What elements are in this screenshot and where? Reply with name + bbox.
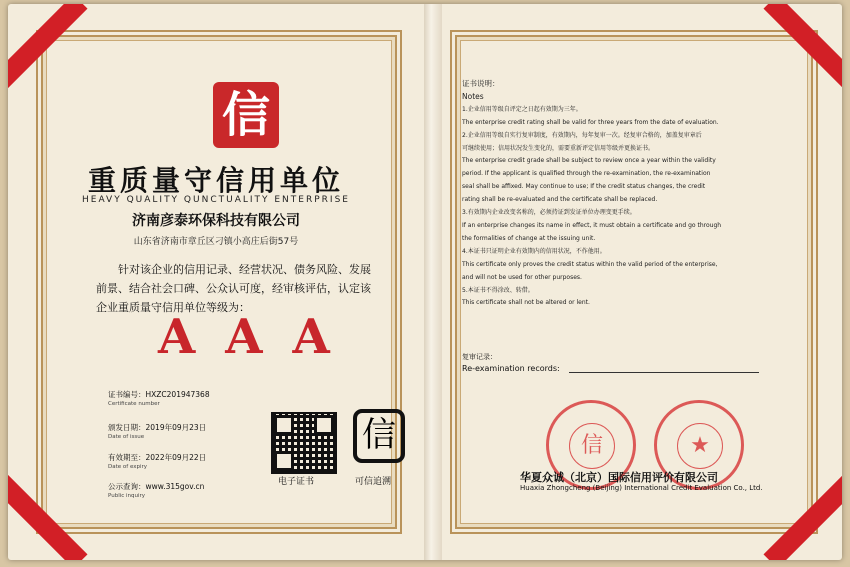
qr-caption: 电子证书 [278, 477, 315, 487]
certificate-title: 重质量守信用单位 [87, 164, 344, 197]
note-line: The enterprise credit grade shall be subject to review once a year within the validity [462, 157, 716, 165]
note-line: 1.企业信用等级自评定之日起有效期为三年。 [462, 105, 582, 113]
note-line: the formalities of change at the issuing unit. [462, 234, 596, 242]
note-line: 5.本证书不得涂改、转借。 [462, 286, 534, 294]
qr-finder [274, 415, 294, 435]
reexam-underline [569, 372, 759, 373]
certificate [8, 4, 842, 560]
qr-finder [314, 415, 334, 435]
company-address: 山东省济南市章丘区刁镇小高庄后街57号 [133, 237, 299, 247]
credit-logo-icon: 信 [213, 82, 279, 148]
company-name: 济南彦泰环保科技有限公司 [132, 213, 300, 229]
certificate-number [108, 389, 210, 407]
note-line: 可继续使用；信用状况发生变化的，需要重新评定信用等级并更换证书。 [462, 144, 655, 152]
note-line: seal shall be affixed. May continue to use; If the credit status changes, the credit [462, 183, 706, 191]
issuer-name-cn: 华夏众诚（北京）国际信用评价有限公司 [520, 471, 718, 484]
inquiry-label: 公示查询： [108, 482, 146, 491]
qr-code-icon[interactable] [271, 412, 337, 474]
qr-finder [274, 451, 294, 471]
seal-star-icon: ★ [677, 423, 723, 469]
note-line: 3.有效期内企业改变名称的，必须持证到发证单位办理变更手续。 [462, 209, 636, 217]
certification-statement: 针对该企业的信用记录、经营状况、债务风险、发展前景、结合社会口碑、公众认可度，经审核评估，认定该企业重质量守信用单位等级为： [96, 263, 371, 314]
inquiry-english: Public inquiry [108, 493, 146, 499]
expiry-date-label: 有效期至： [108, 453, 146, 462]
cert-no-label: 证书编号： [108, 390, 146, 399]
issue-date-label: 颁发日期： [108, 423, 146, 432]
expiry-date-english: Date of expiry [108, 464, 148, 470]
reexam-label-cn: 复审记录： [462, 353, 497, 361]
note-line: This certificate shall not be altered or lent. [462, 299, 590, 307]
cert-no-english: Certificate number [108, 401, 160, 407]
certificate-title-english: HEAVY QUALITY QUNCTUALITY ENTERPRISE [82, 195, 350, 205]
note-line: and will not be used for other purposes. [462, 273, 582, 281]
rating-grade: AAA [158, 309, 360, 365]
seal-emblem-icon: 信 [569, 423, 615, 469]
expiry-date-value: 2022年09月22日 [145, 453, 207, 462]
note-line: The enterprise credit rating shall be valid for three years from the date of evaluation. [462, 118, 719, 126]
issuer-name-en: Huaxia Zhongcheng (Beijing) International Credit Evaluation Co., Ltd. [520, 484, 763, 492]
cert-no-value: HXZC201947368 [145, 390, 210, 399]
note-line: rating shall be re-evaluated and the certificate shall be replaced. [462, 196, 658, 204]
expiry-date [108, 452, 206, 470]
public-inquiry [108, 481, 204, 499]
issue-date-english: Date of issue [108, 434, 145, 440]
notes-heading-cn: 证书说明： [462, 79, 500, 88]
note-line: 2.企业信用等级自实行复审制度，有效期内，每年复审一次。经复审合格的，加盖复审章后 [462, 131, 702, 139]
issue-date [108, 422, 206, 440]
book-spine [424, 4, 442, 560]
note-line: If an enterprise changes its name in effect, it must obtain a certificate and go through [462, 221, 722, 229]
note-line: 4.本证书只证明企业有效期内的信用状况，不作他用。 [462, 247, 606, 255]
trace-icon[interactable]: 信 [353, 409, 405, 463]
issue-date-value: 2019年09月23日 [145, 423, 207, 432]
note-line: This certificate only proves the credit status within the valid period of the enterprise, [462, 260, 718, 268]
reexam-label-en: Re-examination records: [462, 364, 560, 373]
trace-caption: 可信追溯 [355, 477, 392, 487]
notes-section [462, 78, 792, 310]
note-line: period. If the applicant is qualified through the re-examination, the re-examination [462, 170, 711, 178]
inquiry-url: www.315gov.cn [145, 482, 205, 491]
notes-heading-en: Notes [462, 91, 484, 101]
